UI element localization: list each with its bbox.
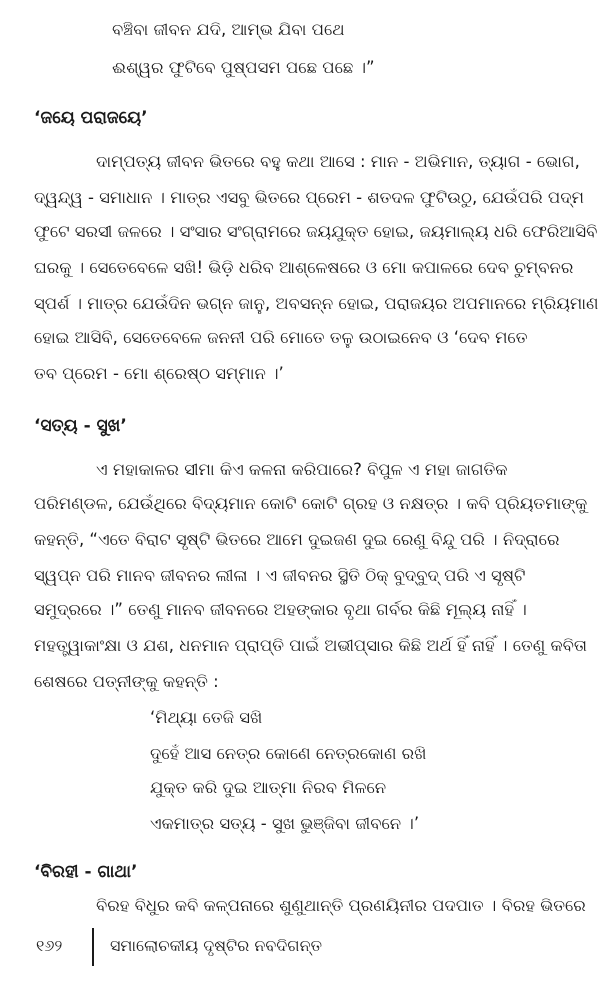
paragraph-line: ସ୍ପର୍ଶ । ମାତ୍ର ଯେଉଁଦିନ ଭଗ୍ନ ଜାନୁ, ଅବସନ୍ନ ହୋଇ, ପରାଜୟର ଅପମାନରେ ମ୍ରିୟମାଣ xyxy=(34,294,599,313)
section-heading-virahi-gatha: ‘ବିରହୀ - ଗାଥା’ xyxy=(34,862,138,882)
paragraph-line: ଘରକୁ । ସେତେବେଳେ ସଖି! ଭିଡ଼ି ଧରିବ ଆଶ୍ଳେଷରେ ଓ ମୋ କପାଳରେ ଦେବ ଚୁମ୍ବନର xyxy=(34,258,574,277)
paragraph-line: ପରିମଣ୍ଡଳ, ଯେଉଁଥିରେ ବିଦ୍ୟମାନ କୋଟି କୋଟି ଗ୍ରହ ଓ ନକ୍ଷତ୍ର । କବି ପ୍ରିୟତମାଙ୍କୁ xyxy=(34,494,588,513)
running-title: ସମାଲୋଚକୀୟ ଦୃଷ୍ଟିର ନବଦିଗନ୍ତ xyxy=(110,936,323,955)
section-heading-satya-sukha: ‘ସତ୍ୟ - ସୁଖ’ xyxy=(34,416,127,436)
verse-line: ଏକମାତ୍ର ସତ୍ୟ - ସୁଖ ଭୁଞ୍ଜିବା ଜୀବନେ ।’ xyxy=(150,814,420,833)
paragraph-line: ମହତ୍ତ୍ୱାକାଂକ୍ଷା ଓ ଯଶ, ଧନମାନ ପ୍ରାପ୍ତି ପାଇଁ ଅଭୀପ୍ସାର କିଛି ଅର୍ଥ ହିଁ ନାହିଁ । ତେଣୁ କବିତା xyxy=(34,636,588,655)
opening-verse-line-1: ବଞ୍ଚିବା ଜୀବନ ଯଦି, ଆମ୍ଭ ଯିବା ପଥେ xyxy=(112,20,345,39)
verse-line: ଯୁକ୍ତ କରି ଦୁଇ ଆତ୍ମା ନିରବ ମିଳନେ xyxy=(150,778,387,797)
paragraph-line: କହନ୍ତି, “ଏତେ ବିରାଟ ସୃଷ୍ଟି ଭିତରେ ଆମେ ଦୁଇଜଣ ଦୁଇ ରେଣୁ ବିନ୍ଦୁ ପରି । ନିଦ୍ରାରେ xyxy=(34,530,560,549)
paragraph-line: ଦ୍ୱନ୍ଦ୍ୱ - ସମାଧାନ । ମାତ୍ର ଏସବୁ ଭିତରେ ପ୍ରେମ - ଶତଦଳ ଫୁଟିଉଠୁ, ଯେଉଁପରି ପଦ୍ମ xyxy=(34,188,584,207)
page-footer xyxy=(0,928,600,968)
paragraph-line: ଦାମ୍ପତ୍ୟ ଜୀବନ ଭିତରେ ବହୁ କଥା ଆସେ : ମାନ - ଅଭିମାନ, ତ୍ୟାଗ - ଭୋଗ, xyxy=(96,152,580,171)
paragraph-line: ତବ ପ୍ରେମ - ମୋ ଶ୍ରେଷ୍ଠ ସମ୍ମାନ ।’ xyxy=(34,364,284,383)
opening-verse-line-2: ଈଶ୍ୱର ଫୁଟିବେ ପୁଷ୍ପସମ ପଛେ ପଛେ ।” xyxy=(112,58,375,77)
verse-line: ‘ମିଥ୍ୟା ତେଜି ସଖି xyxy=(150,708,263,727)
paragraph-line: ଫୁଟେ ସରସୀ ଜଳରେ । ସଂସାର ସଂଗ୍ରାମରେ ଜୟଯୁକ୍ତ ହୋଇ, ଜୟମାଲ୍ୟ ଧରି ଫେରିଆସିବି xyxy=(34,222,598,241)
paragraph-line: ହୋଇ ଆସିବି, ସେତେବେଳେ ଜନନୀ ପରି ମୋତେ ତଳୁ ଉଠାଇନେବ ଓ ‘ଦେବ ମତେ xyxy=(34,328,528,347)
paragraph-line: ସ୍ୱପ୍ନ ପରି ମାନବ ଜୀବନର ଲୀଳା । ଏ ଜୀବନର ସ୍ଥିତି ଠିକ୍ ବୁଦ୍‌ବୁଦ୍ ପରି ଏ ସୃଷ୍ଟି xyxy=(34,566,526,585)
paragraph-line: ଏ ମହାକାଳର ସୀମା କିଏ କଳନା କରିପାରେ? ବିପୁଳ ଏ ମହା ଜାଗତିକ xyxy=(96,460,508,479)
page-number: ୧୬୨ xyxy=(36,936,63,955)
paragraph-line: ବିରହ ବିଧୁର କବି କଳ୍ପନାରେ ଶୁଣୁଥାନ୍ତି ପ୍ରଣୟିନୀର ପଦପାତ । ବିରହ ଭିତରେ xyxy=(96,896,586,915)
verse-line: ଦୁହେଁ ଆସ ନେତ୍ର କୋଣେ ନେତ୍ରକୋଣ ରଖି xyxy=(150,744,427,763)
paragraph-line: ସମୁଦ୍ରରେ ।” ତେଣୁ ମାନବ ଜୀବନରେ ଅହଙ୍କାର ବୃଥା ଗର୍ବର କିଛି ମୂଲ୍ୟ ନାହିଁ । xyxy=(34,600,527,619)
footer-divider xyxy=(92,928,94,966)
paragraph-line: ଶେଷରେ ପତ୍ନୀଙ୍କୁ କହନ୍ତି : xyxy=(34,672,219,691)
section-heading-joye-parajoye: ‘ଜୟେ ପରାଜୟେ’ xyxy=(34,108,148,128)
